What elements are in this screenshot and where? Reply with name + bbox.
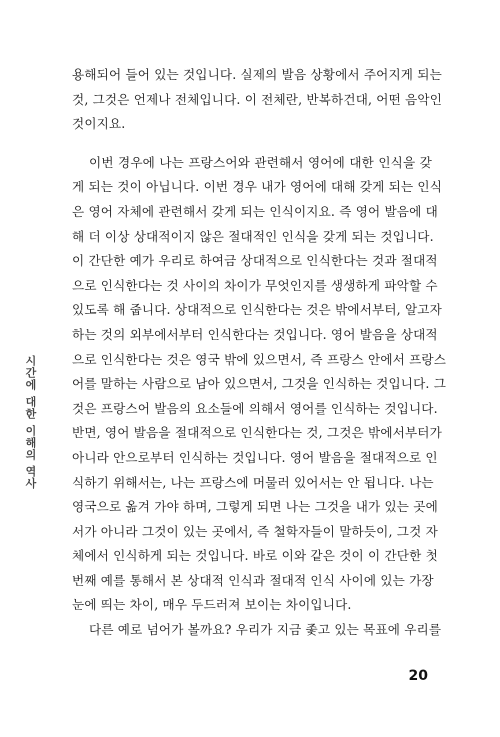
- text-line: 것, 그것은 언제나 전체입니다. 이 전체란, 반복하건대, 어떤 음악인: [72, 91, 443, 107]
- text-line: 반면, 영어 발음을 절대적으로 인식한다는 것, 그것은 밖에서부터가: [72, 425, 442, 441]
- text-line: 해 더 이상 상대적이지 않은 절대적인 인식을 갖게 되는 것입니다.: [72, 228, 434, 244]
- text-line: 하는 것의 외부에서부터 인식한다는 것입니다. 영어 발음을 상대적: [72, 326, 438, 342]
- text-line: 게 되는 것이 아닙니다. 이번 경우 내가 영어에 대해 갖게 되는 인식: [72, 179, 443, 195]
- text-line: 아니라 안으로부터 인식하는 것입니다. 영어 발음을 절대적으로 인: [72, 449, 438, 465]
- text-line: 눈에 띄는 차이, 매우 두드러져 보이는 차이입니다.: [72, 597, 352, 613]
- text-line: 으로 인식한다는 것 사이의 차이가 무엇인지를 생생하게 파악할 수: [72, 277, 438, 293]
- paragraph-2: [72, 151, 447, 618]
- paragraph-gap: [72, 137, 432, 151]
- text-line: 있도록 해 줍니다. 상대적으로 인식한다는 것은 밖에서부터, 알고자: [72, 302, 442, 318]
- text-line: 것이지요.: [72, 116, 126, 132]
- text-line: 영국으로 옮겨 가야 하며, 그렇게 되면 나는 그것을 내가 있는 곳에: [72, 499, 438, 515]
- text-line: 으로 인식한다는 것은 영국 밖에 있으면서, 즉 프랑스 안에서 프랑스: [72, 351, 447, 367]
- paragraph-1: [72, 63, 443, 137]
- text-line: 은 영어 자체에 관련해서 갖게 되는 인식이지요. 즉 영어 발음에 대: [72, 203, 438, 219]
- text-line: 이 간단한 예가 우리로 하여금 상대적으로 인식한다는 것과 절대적: [72, 253, 438, 269]
- paragraph-3: [72, 618, 442, 643]
- text-line: 용해되어 들어 있는 것입니다. 실제의 발음 상황에서 주어지게 되는: [72, 67, 442, 82]
- running-title: 시간에 대한 이해의 역사: [24, 355, 37, 490]
- text-line: 번째 예를 통해서 본 상대적 인식과 절대적 인식 사이에 있는 가장: [72, 572, 434, 588]
- text-line: 서가 아니라 그것이 있는 곳에서, 즉 철학자들이 말하듯이, 그것 자: [72, 523, 438, 539]
- body-text: [72, 63, 447, 643]
- text-line: 것은 프랑스어 발음의 요소들에 의해서 영어를 인식하는 것입니다.: [72, 400, 438, 416]
- text-line: 체에서 인식하게 되는 것입니다. 바로 이와 같은 것이 이 간단한 첫: [72, 548, 438, 564]
- text-line: 이번 경우에 나는 프랑스어와 관련해서 영어에 대한 인식을 갖: [89, 154, 432, 170]
- text-line: 식하기 위해서는, 나는 프랑스에 머물러 있어서는 안 됩니다. 나는: [72, 474, 434, 490]
- text-line: 다른 예로 넘어가 볼까요? 우리가 지금 좇고 있는 목표에 우리를: [89, 622, 442, 638]
- page-number: 20: [408, 668, 428, 684]
- text-line: 어를 말하는 사람으로 남아 있으면서, 그것을 인식하는 것입니다. 그: [72, 376, 447, 392]
